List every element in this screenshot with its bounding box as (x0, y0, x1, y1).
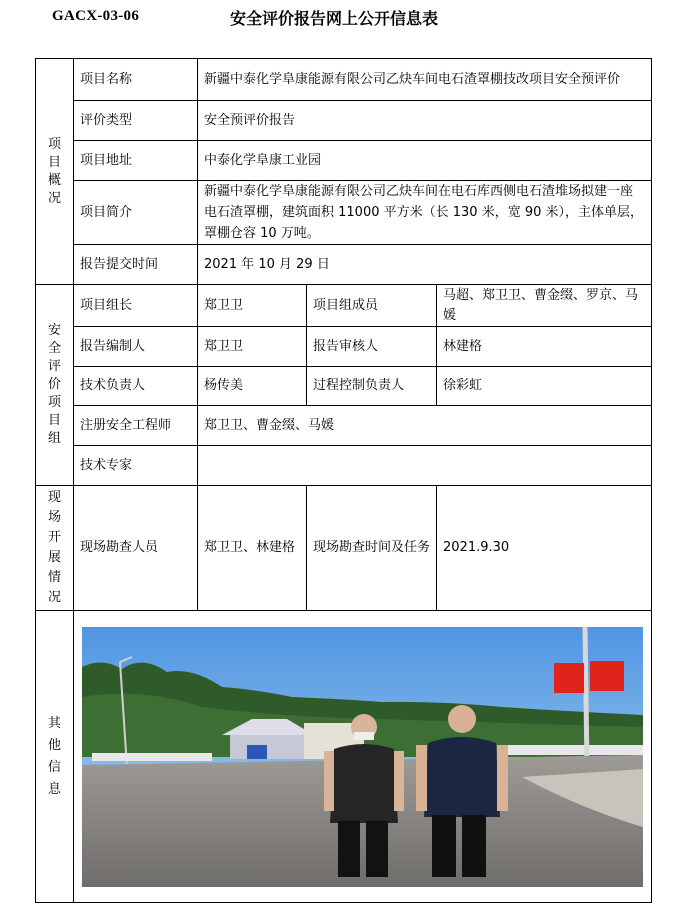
value-reviewer: 林建格 (437, 327, 652, 367)
value-tech-lead: 杨传美 (198, 367, 307, 406)
row-expert (36, 446, 652, 486)
row-engineers (36, 406, 652, 446)
label-engineers: 注册安全工程师 (74, 406, 198, 446)
value-process-lead: 徐彩虹 (437, 367, 652, 406)
label-members: 项目组成员 (307, 285, 437, 327)
label-tech-lead: 技术负责人 (74, 367, 198, 406)
label-address: 项目地址 (74, 141, 198, 181)
label-intro: 项目简介 (74, 181, 198, 245)
value-survey-time: 2021.9.30 (437, 486, 652, 611)
photo-cell (74, 611, 652, 903)
value-members: 马超、郑卫卫、曹金缀、罗京、马媛 (437, 285, 652, 327)
row-address (36, 141, 652, 181)
section-other: 其他信息 (36, 611, 74, 903)
label-survey-time: 现场勘查时间及任务 (307, 486, 437, 611)
site-photo (82, 627, 643, 887)
label-surveyors: 现场勘查人员 (74, 486, 198, 611)
value-intro: 新疆中泰化学阜康能源有限公司乙炔车间在电石库西侧电石渣堆场拟建一座电石渣罩棚，建筑面积 11000 平方米（长 130 米，宽 90 米），主体单层，罩棚仓容 10 万吨。 (198, 181, 652, 245)
label-author: 报告编制人 (74, 327, 198, 367)
value-expert (198, 446, 652, 486)
row-submit-date (36, 245, 652, 285)
row-site (36, 486, 652, 611)
row-project-name (36, 59, 652, 101)
section-site: 现场开展情况 (36, 486, 74, 611)
value-surveyors: 郑卫卫、林建格 (198, 486, 307, 611)
value-project-name: 新疆中泰化学阜康能源有限公司乙炔车间电石渣罩棚技改项目安全预评价 (198, 59, 652, 101)
section-overview: 项目概况 (36, 59, 74, 285)
value-engineers: 郑卫卫、曹金缀、马媛 (198, 406, 652, 446)
label-expert: 技术专家 (74, 446, 198, 486)
label-project-name: 项目名称 (74, 59, 198, 101)
value-eval-type: 安全预评价报告 (198, 101, 652, 141)
label-submit-date: 报告提交时间 (74, 245, 198, 285)
row-intro (36, 181, 652, 245)
value-leader: 郑卫卫 (198, 285, 307, 327)
page-title: 安全评价报告网上公开信息表 (230, 9, 439, 28)
value-submit-date: 2021 年 10 月 29 日 (198, 245, 652, 285)
row-eval-type (36, 101, 652, 141)
row-other (36, 611, 652, 903)
section-team: 安全评价项目组 (36, 285, 74, 486)
label-leader: 项目组长 (74, 285, 198, 327)
form-code: GACX-03-06 (52, 8, 140, 24)
label-process-lead: 过程控制负责人 (307, 367, 437, 406)
info-table (35, 58, 652, 903)
label-reviewer: 报告审核人 (307, 327, 437, 367)
row-tech-lead (36, 367, 652, 406)
row-leader (36, 285, 652, 327)
row-author (36, 327, 652, 367)
value-author: 郑卫卫 (198, 327, 307, 367)
label-eval-type: 评价类型 (74, 101, 198, 141)
value-address: 中泰化学阜康工业园 (198, 141, 652, 181)
